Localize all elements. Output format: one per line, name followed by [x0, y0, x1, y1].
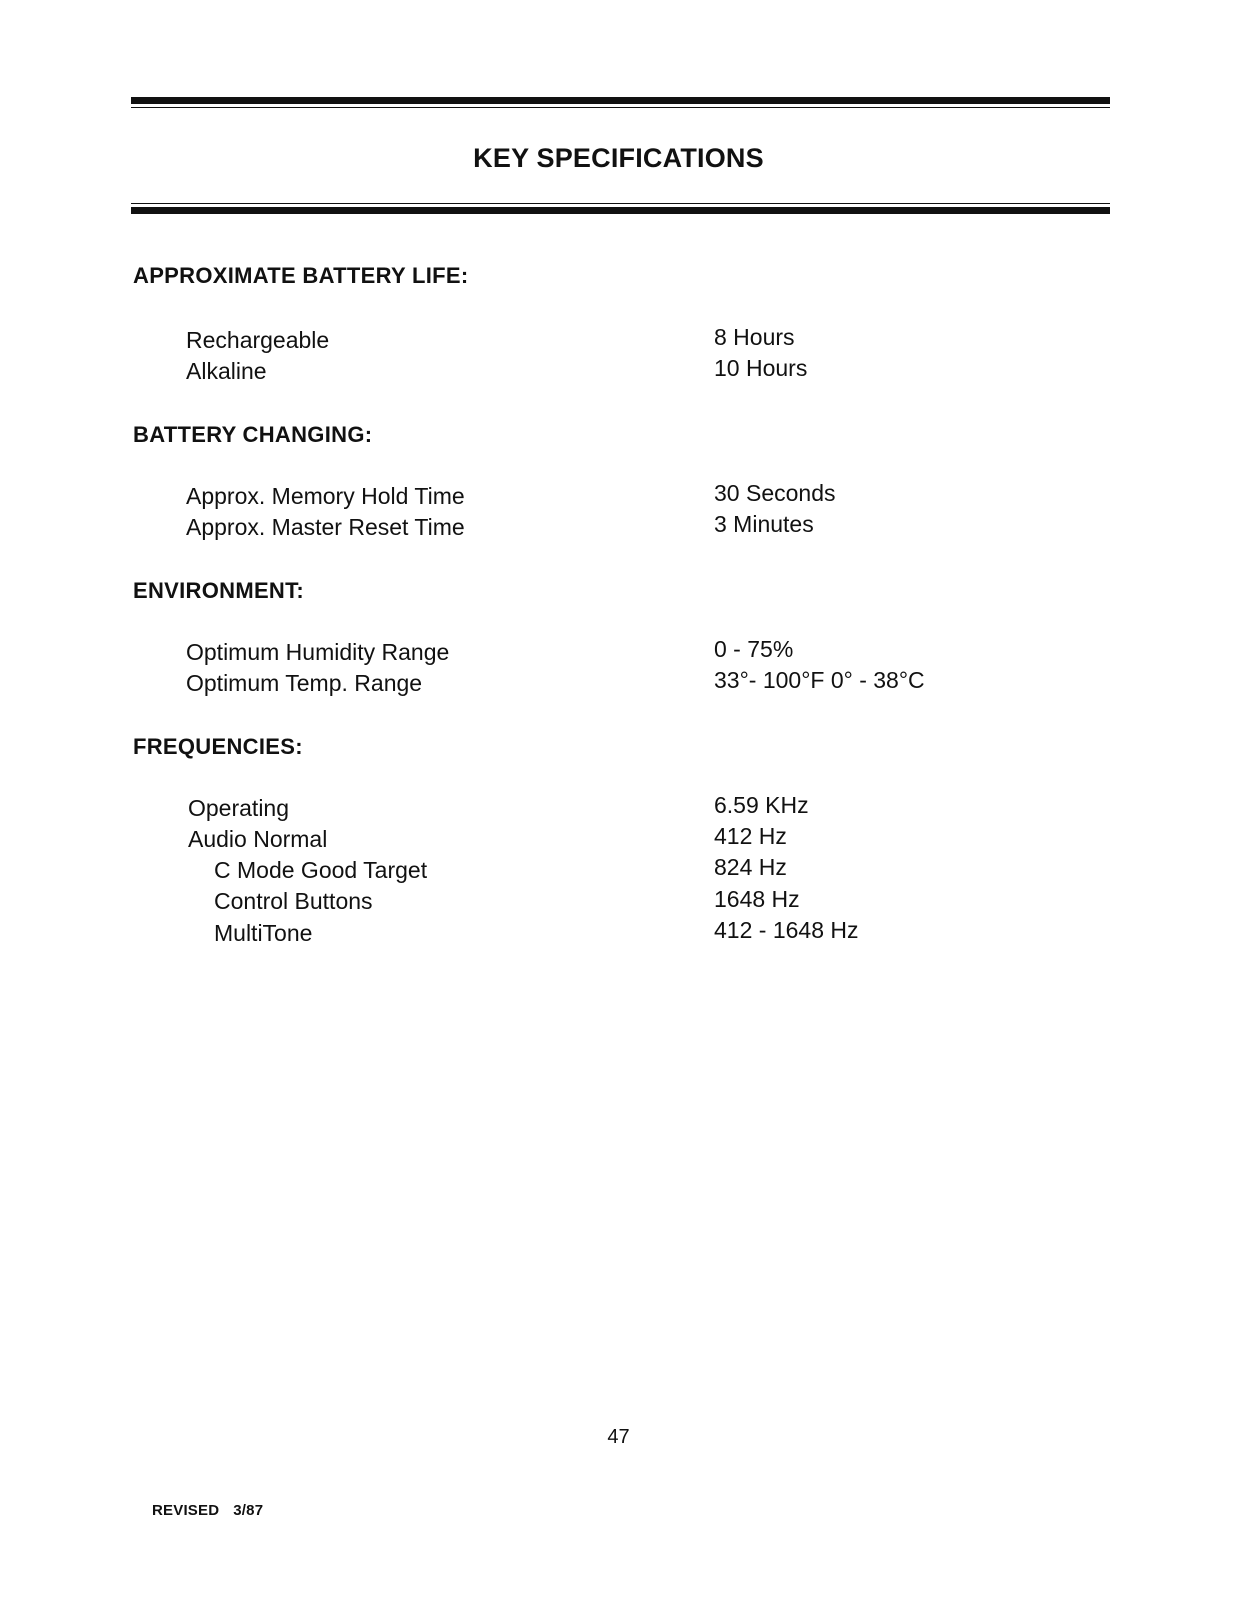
spec-label-humidity-range: Optimum Humidity Range: [186, 639, 450, 665]
spec-label-multitone: MultiTone: [214, 920, 313, 946]
spec-label-alkaline: Alkaline: [186, 358, 267, 384]
page-title: KEY SPECIFICATIONS: [473, 143, 764, 173]
spec-label-master-reset-time: Approx. Master Reset Time: [186, 514, 465, 540]
revision-note: [152, 1502, 277, 1519]
spec-value-rechargeable: 8 Hours: [714, 324, 795, 350]
section-heading-frequencies: FREQUENCIES:: [133, 734, 303, 759]
spec-value-audio-normal: 412 Hz: [714, 823, 787, 849]
spec-value-alkaline: 10 Hours: [714, 355, 808, 381]
title-bottom-rule: [131, 203, 1110, 214]
spec-label-operating: Operating: [188, 795, 290, 821]
spec-label-audio-normal: Audio Normal: [188, 826, 328, 852]
section-heading-environment: ENVIRONMENT:: [133, 578, 305, 603]
spec-value-humidity-range: 0 - 75%: [714, 636, 794, 662]
spec-value-control-buttons: 1648 Hz: [714, 886, 800, 912]
section-heading-battery-changing: BATTERY CHANGING:: [133, 422, 373, 447]
spec-value-c-mode-good-target: 824 Hz: [714, 854, 787, 880]
spec-value-multitone: 412 - 1648 Hz: [714, 917, 859, 943]
spec-label-memory-hold-time: Approx. Memory Hold Time: [186, 483, 465, 509]
top-rule: [131, 97, 1110, 108]
spec-value-master-reset-time: 3 Minutes: [714, 511, 814, 537]
spec-label-rechargeable: Rechargeable: [186, 327, 330, 353]
page-number: 47: [607, 1426, 630, 1448]
spec-label-control-buttons: Control Buttons: [214, 888, 373, 914]
revised-date: 3/87: [233, 1502, 264, 1519]
spec-value-operating: 6.59 KHz: [714, 792, 809, 818]
revised-label: REVISED: [152, 1502, 220, 1519]
spec-label-c-mode-good-target: C Mode Good Target: [214, 857, 428, 883]
spec-label-temp-range: Optimum Temp. Range: [186, 670, 423, 696]
section-heading-battery-life: APPROXIMATE BATTERY LIFE:: [133, 263, 469, 288]
spec-value-memory-hold-time: 30 Seconds: [714, 480, 836, 506]
spec-value-temp-range: 33°- 100°F 0° - 38°C: [714, 667, 925, 693]
